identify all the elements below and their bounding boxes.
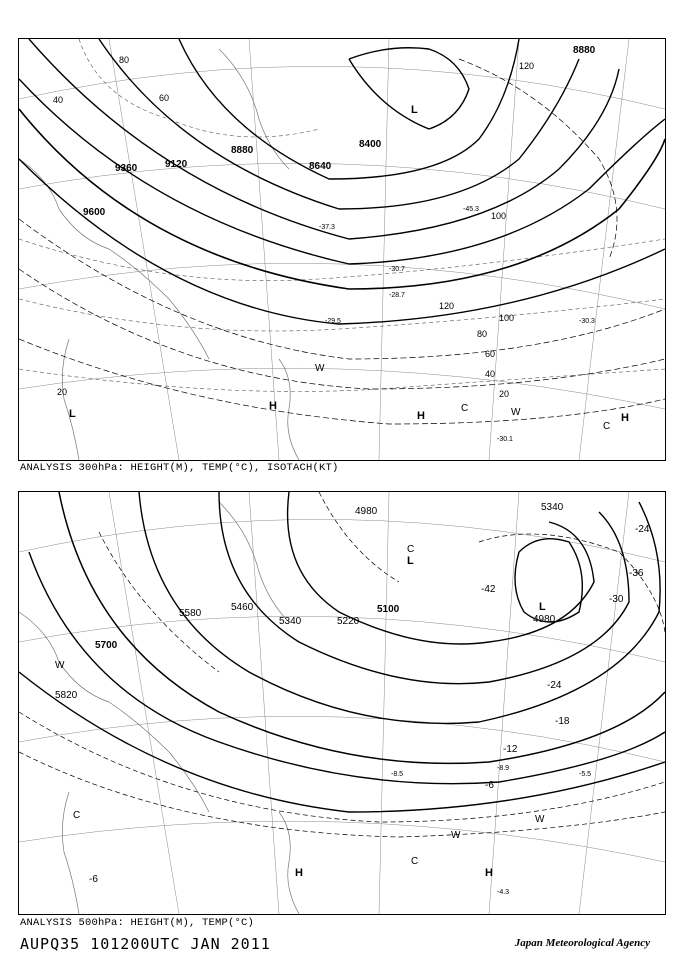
- height-label: 4980: [355, 506, 378, 517]
- low-pressure-center: L: [411, 104, 418, 116]
- isotach-label: 20: [499, 389, 510, 399]
- high-pressure-center: H: [621, 412, 629, 424]
- coastlines: [19, 502, 299, 914]
- high-pressure-center: H: [295, 867, 303, 879]
- height-label: 8880: [573, 45, 596, 56]
- chart-300hpa-caption: ANALYSIS 300hPa: HEIGHT(M), TEMP(°C), ISOTACH(KT): [20, 462, 339, 474]
- high-pressure-center: H: [485, 867, 493, 879]
- isotach-label: 40: [485, 369, 496, 379]
- isotach-label: 80: [477, 329, 488, 339]
- high-pressure-center: H: [269, 400, 277, 412]
- cold-marker: C: [73, 810, 81, 821]
- isotherm-label: -6: [485, 780, 494, 791]
- height-label: 8640: [309, 161, 332, 172]
- temp-label: -28.7: [389, 292, 405, 299]
- isotherm-label: -18: [555, 716, 570, 727]
- temp-label: -5.5: [579, 771, 592, 778]
- warm-marker: W: [451, 830, 461, 841]
- height-label: 8880: [231, 145, 254, 156]
- isotach-label: 60: [485, 349, 496, 359]
- temp-label: -30.7: [389, 266, 405, 273]
- height-label: 5820: [55, 690, 78, 701]
- chart-300hpa-map: [19, 39, 665, 460]
- temp-label: -4.3: [497, 889, 510, 896]
- temp-label: -45.3: [463, 206, 479, 213]
- height-label: 9600: [83, 207, 106, 218]
- isotherm-label: -24: [635, 524, 650, 535]
- high-pressure-center: H: [417, 410, 425, 422]
- height-label: 5340: [279, 616, 302, 627]
- warm-marker: W: [315, 363, 325, 374]
- warm-marker: W: [55, 660, 65, 671]
- cold-marker: C: [603, 421, 611, 432]
- graticule: [19, 39, 665, 460]
- low-pressure-center: L: [69, 408, 76, 420]
- temp-label: -30.1: [497, 436, 513, 443]
- cold-marker: C: [411, 856, 419, 867]
- chart-500hpa: [18, 491, 666, 915]
- height-label: 8400: [359, 139, 382, 150]
- isotach-label: 20: [57, 387, 68, 397]
- isotherm-lines: [19, 492, 665, 837]
- cold-marker: C: [461, 403, 469, 414]
- isotherm-label: -30: [609, 594, 624, 605]
- height-label: 5460: [231, 602, 254, 613]
- isotherm-label: -36: [629, 568, 644, 579]
- isotach-label: 100: [499, 313, 515, 323]
- isotach-label: 80: [119, 55, 130, 65]
- isotach-label: 120: [519, 61, 535, 71]
- temp-label: -8.5: [391, 771, 404, 778]
- graticule: [19, 492, 665, 914]
- height-label: 4980: [533, 614, 556, 625]
- isotach-label: 100: [491, 211, 507, 221]
- temp-label: -37.3: [319, 224, 335, 231]
- chart-500hpa-map: [19, 492, 665, 914]
- isotherm-label: -6: [89, 874, 98, 885]
- agency-credit: Japan Meteorological Agency: [514, 937, 650, 949]
- isotherm-label: -12: [503, 744, 518, 755]
- temperature-lines: [19, 39, 665, 392]
- height-label: 5700: [95, 640, 118, 651]
- temp-label: -29.5: [325, 318, 341, 325]
- height-label: 5580: [179, 608, 202, 619]
- height-contours: [19, 492, 665, 812]
- warm-marker: W: [535, 814, 545, 825]
- warm-marker: W: [511, 407, 521, 418]
- height-label: 5340: [541, 502, 564, 513]
- low-pressure-center: L: [407, 555, 414, 567]
- chart-500hpa-caption: ANALYSIS 500hPa: HEIGHT(M), TEMP(°C): [20, 917, 255, 929]
- isotherm-label: -42: [481, 584, 496, 595]
- isotherm-label: -24: [547, 680, 562, 691]
- low-pressure-center: L: [539, 601, 546, 613]
- chart-id-and-time: AUPQ35 101200UTC JAN 2011: [20, 935, 271, 953]
- isotach-label: 120: [439, 301, 455, 311]
- temp-label: -8.9: [497, 765, 510, 772]
- temp-label: -30.3: [579, 318, 595, 325]
- isotach-label: 60: [159, 93, 170, 103]
- height-label: 9120: [165, 159, 188, 170]
- height-label: 5100: [377, 604, 400, 615]
- cold-marker: C: [407, 544, 415, 555]
- isotach-label: 40: [53, 95, 64, 105]
- chart-300hpa: [18, 38, 666, 461]
- coastlines: [19, 49, 299, 460]
- height-label: 9360: [115, 163, 138, 174]
- height-label: 5220: [337, 616, 360, 627]
